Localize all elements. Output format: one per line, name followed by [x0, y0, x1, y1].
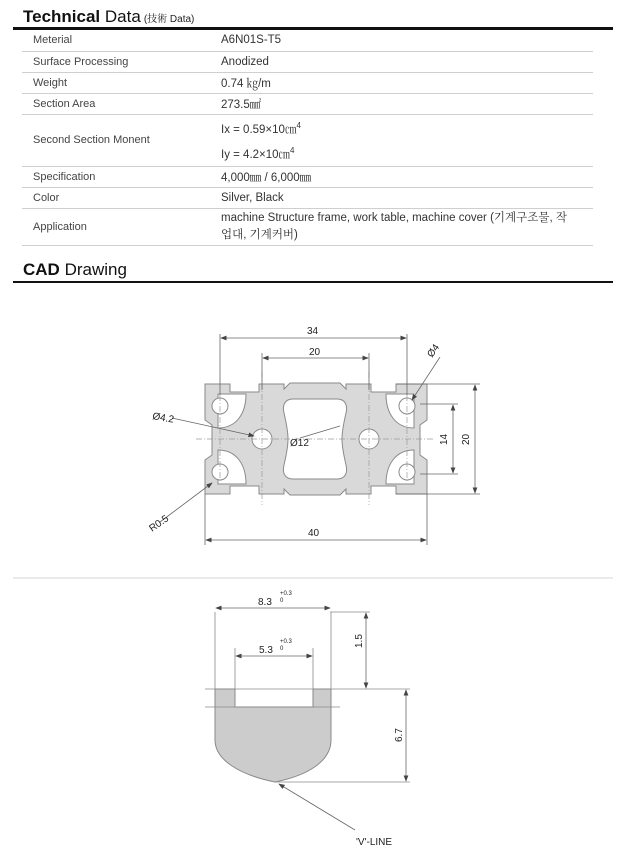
dim-w53-tol-dn: 0 — [280, 646, 284, 652]
dim-r05: R0.5 — [147, 513, 172, 535]
spec-row-application: Application machine Structure frame, work table, machine cover (기계구조물, 작 업대, 기계커버) — [22, 209, 593, 246]
slot-detail — [205, 591, 410, 848]
dim-w83: 8.3 — [258, 597, 272, 608]
aluminum-profile — [196, 372, 435, 505]
dim-h15: 1.5 — [354, 634, 365, 648]
dim-w53-tol-up: +0.3 — [280, 639, 292, 645]
spec-row-second-section: Second Section Monent Ix = 0.59×10㎝$^4$ Iy = 4.2×10㎝$^4$ — [22, 114, 593, 167]
technical-data-title: Technical Data (技術 Data) — [23, 7, 195, 26]
dim-w83-tol-dn: 0 — [280, 598, 284, 604]
dim-20-v: 20 — [461, 433, 472, 445]
spec-row-surface: Surface Processing Anodized — [22, 51, 593, 72]
dim-w53: 5.3 — [259, 645, 273, 656]
slot-section — [215, 689, 331, 782]
dim-20-h: 20 — [309, 347, 321, 358]
dim-14: 14 — [439, 433, 450, 445]
cad-drawing-title: CAD Drawing — [23, 260, 127, 279]
spec-row-color: Color Silver, Black — [22, 188, 593, 209]
spec-row-section-area: Section Area 273.5㎟ — [22, 93, 593, 114]
spec-row-specification: Specification 4,000㎜ / 6,000㎜ — [22, 167, 593, 188]
dim-40: 40 — [308, 528, 320, 539]
dim-h67: 6.7 — [394, 728, 405, 742]
dim-w83-tol-up: +0.3 — [280, 591, 292, 597]
v-line-label: 'V'-LINE — [356, 837, 393, 848]
dim-d12: Ø12 — [290, 438, 309, 449]
spec-row-weight: Weight 0.74 ㎏/m — [22, 72, 593, 93]
spec-row-material: Meterial A6N01S-T5 — [22, 30, 593, 51]
dim-d42: Ø4.2 — [151, 411, 175, 426]
dim-34: 34 — [307, 326, 319, 337]
dim-d4: Ø4 — [425, 342, 443, 360]
